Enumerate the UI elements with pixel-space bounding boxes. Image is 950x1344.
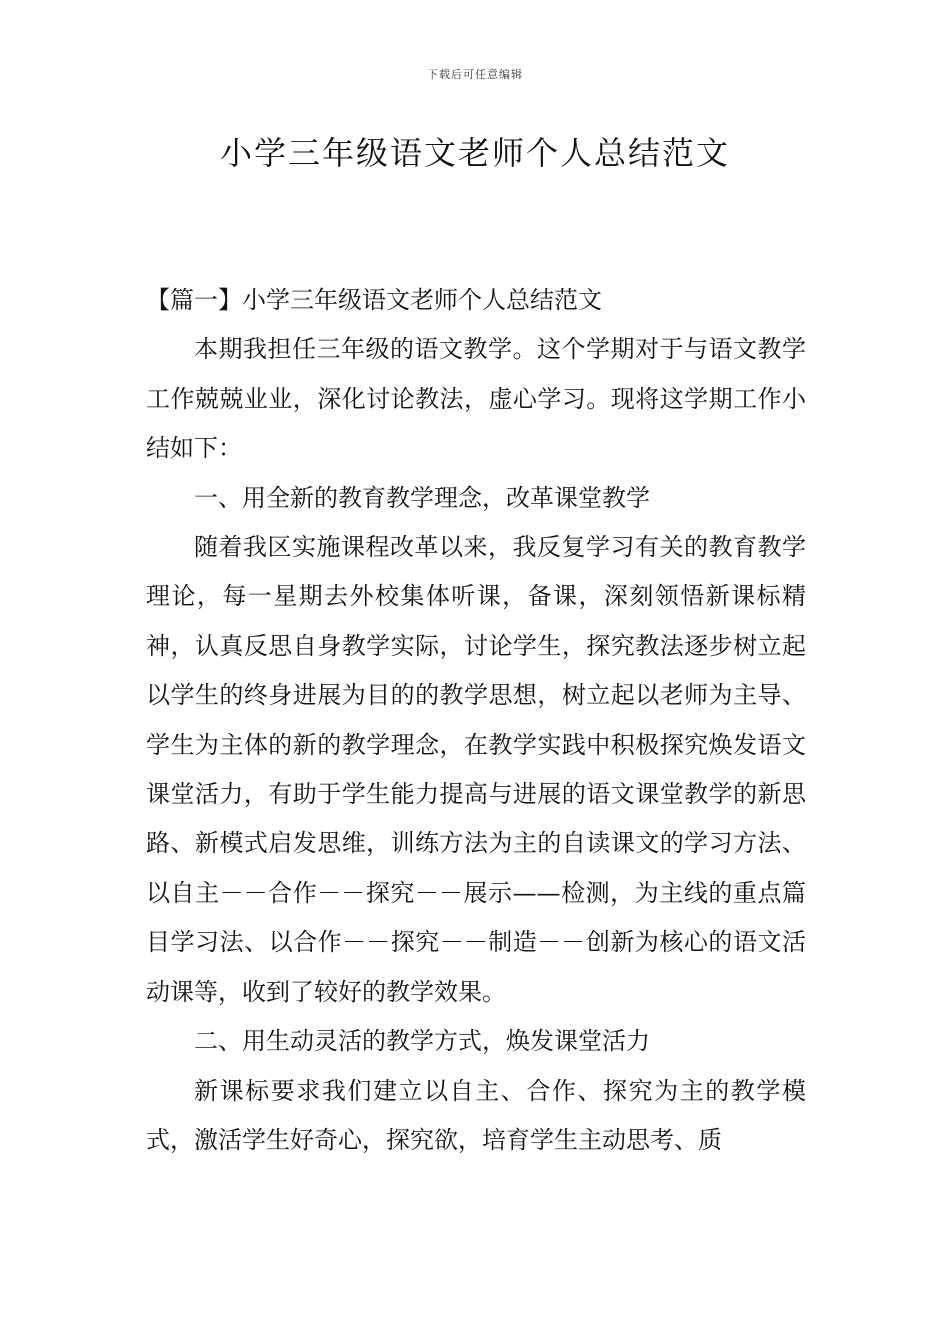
document-title: 小学三年级语文老师个人总结范文 bbox=[219, 134, 730, 172]
heading-one: 一、用全新的教育教学理念，改革课堂教学 bbox=[194, 483, 650, 512]
body-paragraph-two: 新课标要求我们建立以自主、合作、探究为主的教学模式，激活学生好奇心，探究欲，培育学生主动思考、质 bbox=[146, 1076, 806, 1154]
document-body bbox=[146, 276, 806, 1165]
heading-two: 二、用生动灵活的教学方式，焕发课堂活力 bbox=[194, 1027, 650, 1056]
intro-paragraph: 本期我担任三年级的语文教学。这个学期对于与语文教学工作兢兢业业，深化讨论教法，虚心学习。现将这学期工作小结如下： bbox=[146, 335, 806, 463]
body-paragraph-one: 随着我区实施课程改革以来，我反复学习有关的教育教学理论，每一星期去外校集体听课，备课，深刻领悟新课标精神，认真反思自身教学实际，讨论学生，探究教法逐步树立起以学生的终身进展为目的的教学思想，树立起以老师为主导、学生为主体的新的教学理念，在教学实践中积极探究焕发语文课堂活力，有助于学生能力提高与进展的语文课堂教学的新思路、新模式启发思维，训练方法为主的自读课文的学习方法、以自主－－合作－－探究－－展示——检测，为主线的重点篇目学习法、以合作－－探究－－制造－－创新为核心的语文活动课等，收到了较好的教学效果。 bbox=[146, 533, 806, 1006]
section-heading: 【篇一】小学三年级语文老师个人总结范文 bbox=[146, 286, 602, 314]
header-note: 下载后可任意编辑 bbox=[427, 68, 523, 81]
